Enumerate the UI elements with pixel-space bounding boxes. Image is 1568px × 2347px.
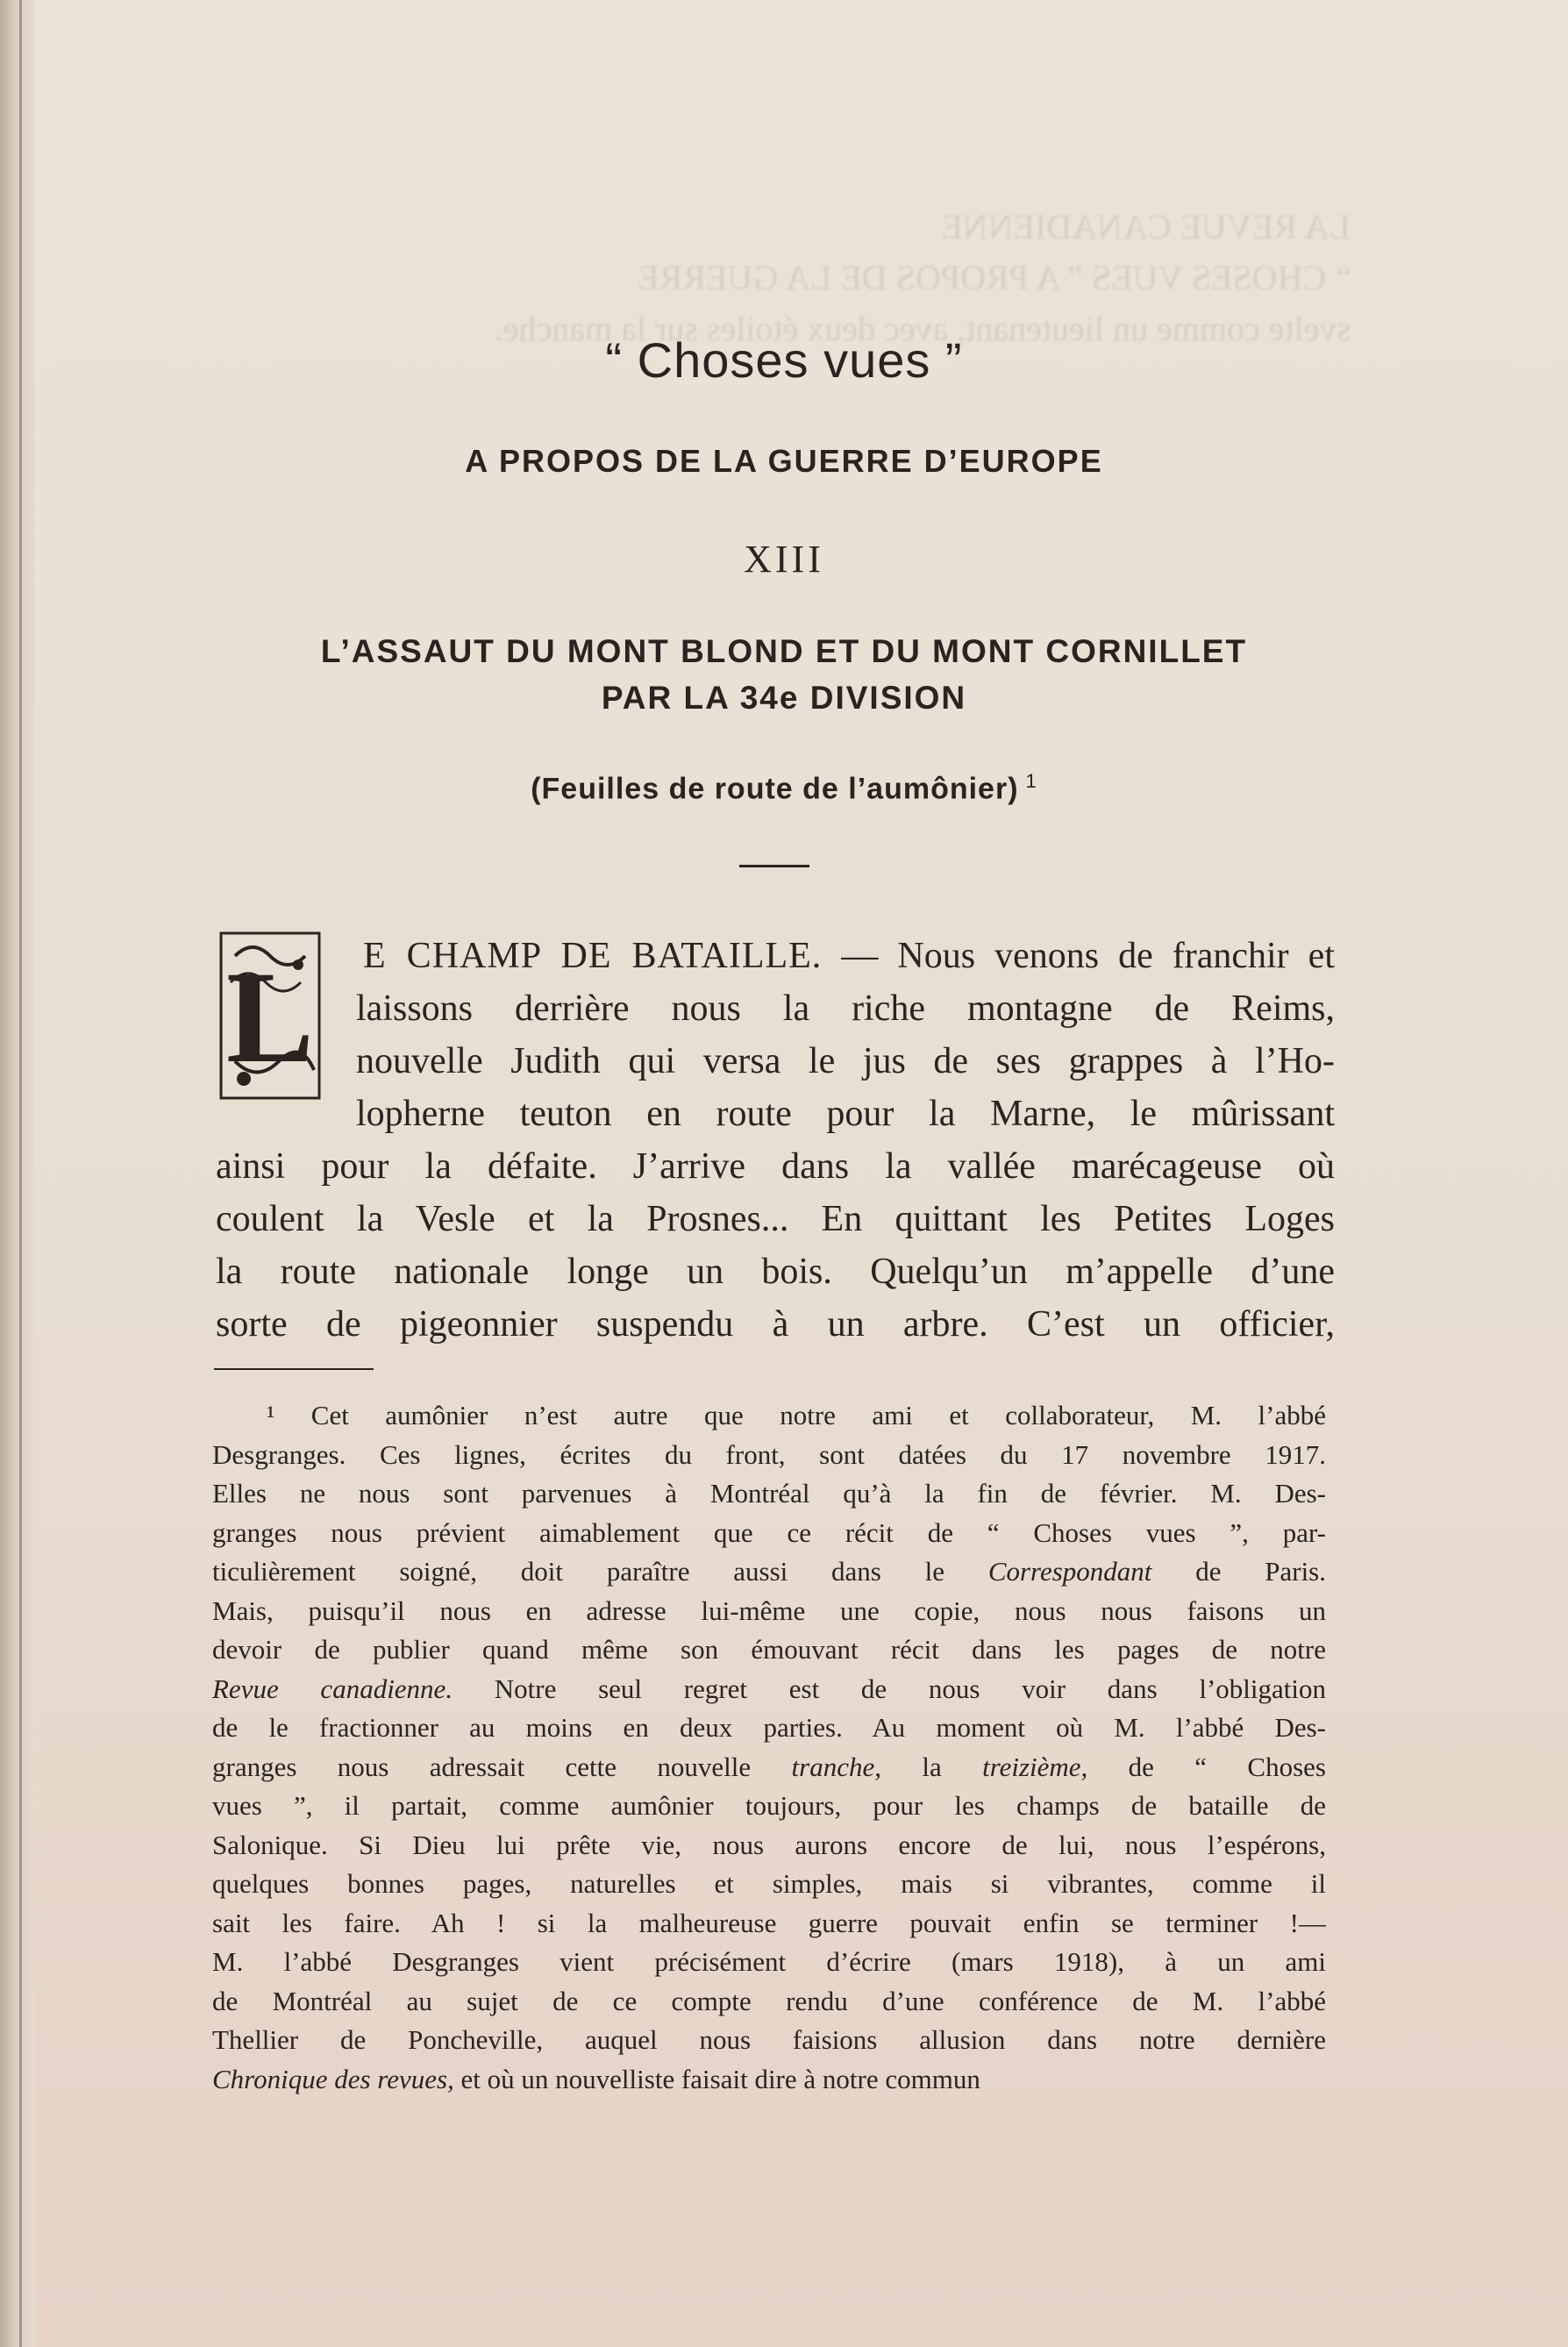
footnote-rule: [214, 1368, 374, 1370]
body-lead-smallcaps: E CHAMP DE BATAILLE.: [363, 936, 823, 976]
footnote-line: sait les faire. Ah ! si la malheureuse guerre pouvait enfin se terminer !—: [212, 1907, 1326, 1938]
footnote-line: de le fractionner au moins en deux parties. Au moment où M. l’abbé Des-: [212, 1712, 1326, 1743]
page-title: “ Choses vues ”: [605, 332, 963, 388]
body-line: nouvelle Judith qui versa le jus de ses grappes à l’Ho-: [356, 1041, 1335, 1081]
footnote-italic: Correspondant: [987, 1556, 1152, 1587]
footnote-line: Revue canadienne. Notre seul regret est de nous voir dans l’obligation: [212, 1673, 1326, 1704]
body-line: la route nationale longe un bois. Quelqu’un m’appelle d’une: [216, 1252, 1335, 1292]
show-through-text: LA REVUE CANADIENNE “ CHOSES VUES ” A PROPOS DE LA GUERRE svelte comme un lieutenant, avec deux étoiles sur la manche.: [494, 207, 1351, 348]
footnote-italic: Chronique des revues,: [212, 2063, 454, 2094]
footnote-line: Mais, puisqu’il nous en adresse lui-même une copie, nous nous faisons un: [212, 1594, 1326, 1626]
chapter-heading-line-1: L’ASSAUT DU MONT BLOND ET DU MONT CORNILLET: [320, 633, 1248, 669]
footnote-line: vues ”, il partait, comme aumônier toujours, pour les champs de bataille de: [212, 1790, 1326, 1821]
footnote-line: Chronique des revues, et où un nouvelliste faisait dire à notre commun: [212, 2063, 980, 2094]
body-paragraph: [216, 930, 1335, 1351]
footnote-line: ticulièrement soigné, doit paraître aussi dans le Correspondant de Paris.: [212, 1556, 1326, 1587]
section-divider: [739, 865, 809, 867]
footnote-line: Elles ne nous sont parvenues à Montréal qu’à la fin de février. M. Des-: [212, 1478, 1326, 1509]
section-number: XIII: [744, 538, 824, 581]
footnote-line: granges nous adressait cette nouvelle tranche, la treizième, de “ Choses: [212, 1751, 1326, 1782]
footnote-line: ¹ Cet aumônier n’est autre que notre ami et collaborateur, M. l’abbé: [267, 1400, 1326, 1430]
body-lead-rest: — Nous venons de franchir et: [822, 936, 1335, 976]
footnote-line: devoir de publier quand même son émouvant récit dans les pages de notre: [212, 1634, 1326, 1665]
footnote-line: de Montréal au sujet de ce compte rendu d’une conférence de M. l’abbé: [212, 1985, 1326, 2016]
chapter-heading-line-2: PAR LA 34e DIVISION: [601, 680, 967, 716]
footnote-line: Salonique. Si Dieu lui prête vie, nous aurons encore de lui, nous l’espérons,: [212, 1829, 1326, 1860]
footnote-line: Thellier de Poncheville, auquel nous faisions allusion dans notre dernière: [212, 2024, 1326, 2055]
footnote-line: granges nous prévient aimablement que ce récit de “ Choses vues ”, par-: [212, 1516, 1326, 1548]
chapter-subheading: [0, 770, 1568, 806]
body-line: ainsi pour la défaite. J’arrive dans la vallée marécageuse où: [216, 1146, 1335, 1187]
footnote-italic: treizième,: [982, 1751, 1088, 1782]
footnote-line: quelques bonnes pages, naturelles et simples, mais si vibrantes, comme il: [212, 1868, 1326, 1899]
body-line: sorte de pigeonnier suspendu à un arbre. C’est un officier,: [216, 1304, 1335, 1345]
body-line: laissons derrière nous la riche montagne de Reims,: [356, 988, 1335, 1029]
series-subtitle: A PROPOS DE LA GUERRE D’EUROPE: [465, 443, 1103, 479]
footnote-line: M. l’abbé Desgranges vient précisément d’écrire (mars 1918), à un ami: [212, 1946, 1326, 1977]
footnote-reference: 1: [1025, 770, 1037, 792]
subheading-text: (Feuilles de route de l’aumônier): [531, 772, 1019, 806]
footnote-italic: tranche,: [791, 1751, 881, 1782]
body-line: lopherne teuton en route pour la Marne, le mûrissant: [356, 1094, 1335, 1134]
footnote-italic: Revue canadienne.: [212, 1673, 453, 1704]
footnote: [212, 1396, 1326, 2099]
dropcap-letter: L: [225, 945, 315, 1090]
body-line: [216, 930, 1335, 982]
footnote-line: Desgranges. Ces lignes, écrites du front, sont datées du 17 novembre 1917.: [212, 1438, 1326, 1470]
body-line: coulent la Vesle et la Prosnes... En quittant les Petites Loges: [216, 1199, 1335, 1239]
